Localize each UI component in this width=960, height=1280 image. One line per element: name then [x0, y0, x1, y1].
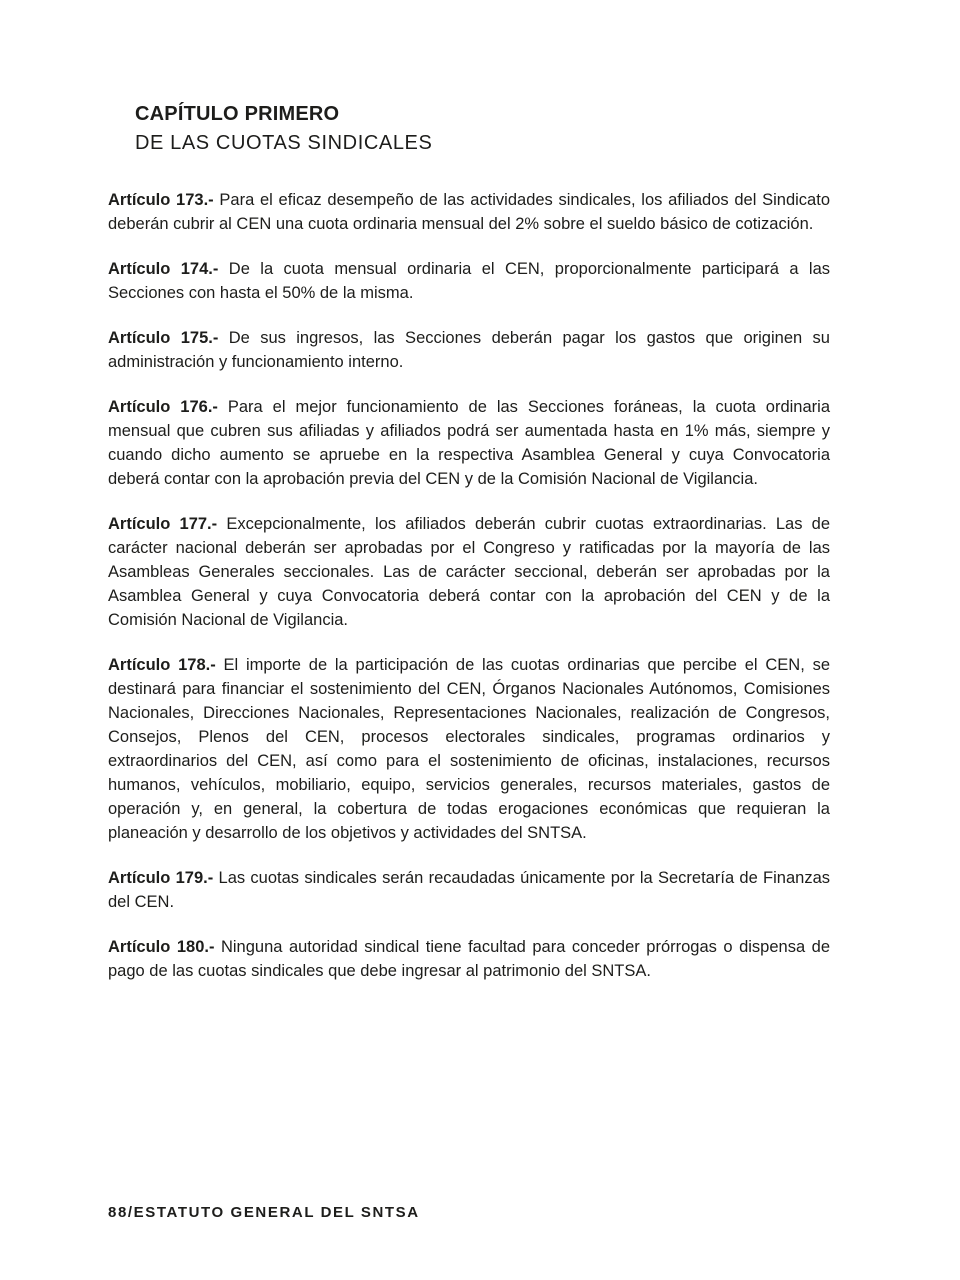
page-footer: 88/ESTATUTO GENERAL DEL SNTSA — [108, 1204, 420, 1221]
article-body — [108, 188, 830, 1004]
article-179 — [108, 866, 830, 914]
article-174 — [108, 257, 830, 305]
article-173-text: Para el eficaz desempeño de las actividades sindicales, los afiliados del Sindicato deberán cubrir al CEN una cuota ordinaria mensual del 2% sobre el sueldo básico de cotización. — [108, 191, 830, 233]
article-173 — [108, 188, 830, 236]
article-178-label: Artículo 178.- — [108, 656, 216, 674]
article-180 — [108, 935, 830, 983]
article-179-text: Las cuotas sindicales serán recaudadas únicamente por la Secretaría de Finanzas del CEN. — [108, 869, 830, 911]
article-177 — [108, 512, 830, 632]
article-177-label: Artículo 177.- — [108, 515, 218, 533]
article-178 — [108, 653, 830, 845]
article-173-label: Artículo 173.- — [108, 191, 214, 209]
article-175-label: Artículo 175.- — [108, 329, 219, 347]
article-174-label: Artículo 174.- — [108, 260, 219, 278]
article-176 — [108, 395, 830, 491]
article-180-label: Artículo 180.- — [108, 938, 215, 956]
article-180-text: Ninguna autoridad sindical tiene facultad para conceder prórrogas o dispensa de pago de las cuotas sindicales que debe ingresar al patrimonio del SNTSA. — [108, 938, 830, 980]
article-179-label: Artículo 179.- — [108, 869, 214, 887]
article-176-text: Para el mejor funcionamiento de las Secciones foráneas, la cuota ordinaria mensual que cubren sus afiliadas y afiliados podrá ser aumentada hasta en 1% más, siempre y cuando dicho aumento se apruebe en la respectiva Asamblea General y cuya Convocatoria deberá contar con la aprobación previa del CEN y de la Comisión Nacional de Vigilancia. — [108, 398, 830, 488]
article-175 — [108, 326, 830, 374]
article-176-label: Artículo 176.- — [108, 398, 218, 416]
chapter-heading — [135, 100, 432, 158]
chapter-subtitle: DE LAS CUOTAS SINDICALES — [135, 132, 433, 154]
chapter-title: CAPÍTULO PRIMERO — [135, 103, 340, 125]
article-178-text: El importe de la participación de las cuotas ordinarias que percibe el CEN, se destinará para financiar el sostenimiento del CEN, Órganos Nacionales Autónomos, Comisiones Nacionales, Direcciones Nacionales, Representaciones Nacionales, realización de Congresos, Consejos, Plenos del CEN, procesos electorales sindicales, programas ordinarios y extraordinarios del CEN, así como para el sostenimiento de oficinas, instalaciones, recursos humanos, vehículos, mobiliario, equipo, servicios generales, recursos materiales, gastos de operación y, en general, la cobertura de todas erogaciones económicas que requieran la planeación y desarrollo de los objetivos y actividades del SNTSA. — [108, 656, 830, 842]
article-175-text: De sus ingresos, las Secciones deberán pagar los gastos que originen su administración y funcionamiento interno. — [108, 329, 830, 371]
article-177-text: Excepcionalmente, los afiliados deberán cubrir cuotas extraordinarias. Las de carácter nacional deberán ser aprobadas por el Congreso y ratificadas por la mayoría de las Asambleas Generales seccionales. Las de carácter seccional, deberán ser aprobadas por la Asamblea General y cuya Convocatoria deberá contar con la aprobación del CEN y de la Comisión Nacional de Vigilancia. — [108, 515, 830, 629]
article-174-text: De la cuota mensual ordinaria el CEN, proporcionalmente participará a las Secciones con hasta el 50% de la misma. — [108, 260, 830, 302]
